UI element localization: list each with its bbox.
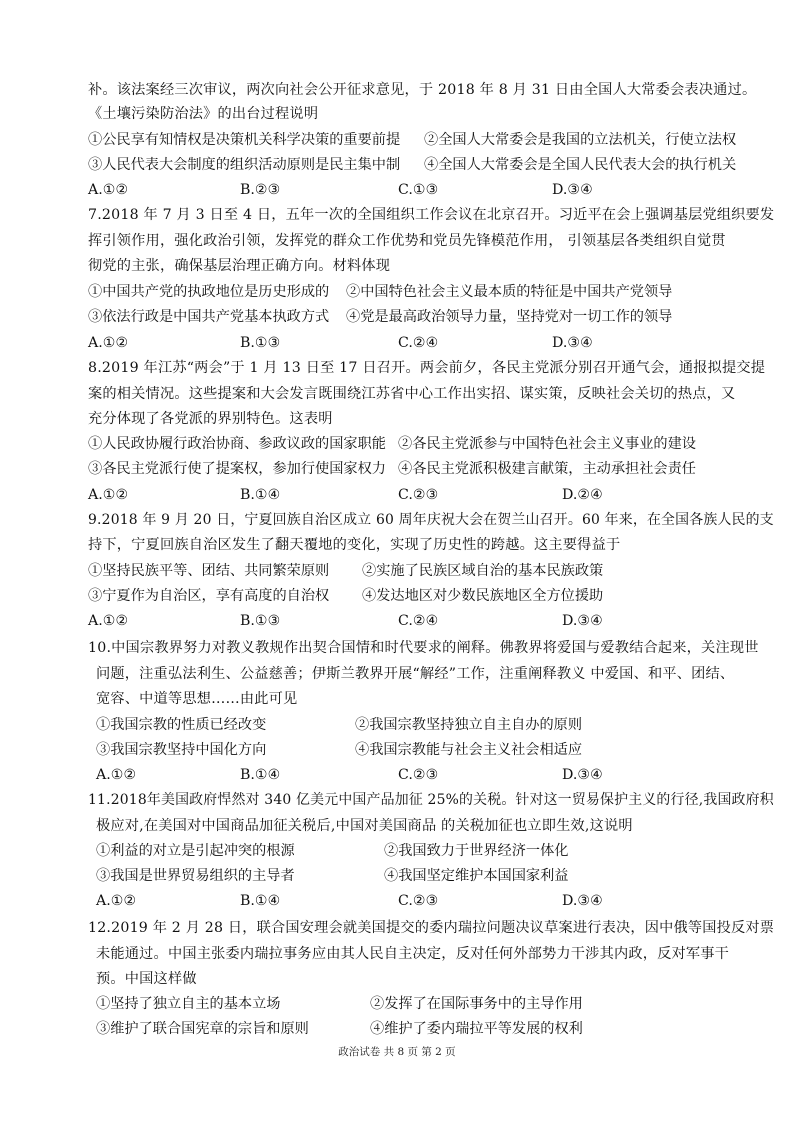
q8-statement: ③各民主党派行使了提案权，参加行使国家权力 <box>88 461 386 477</box>
q8-statement: ①人民政协履行政治协商、参政议政的国家职能 <box>88 436 386 452</box>
q7-statement: ②中国特色社会主义最本质的特征是中国共产党领导 <box>346 284 673 300</box>
q10-option-b: B.①④ <box>240 767 281 783</box>
q9-statement: ④发达地区对少数民族地区全方位援助 <box>362 588 604 604</box>
q9-stem-line: 9.2018 年 9 月 20 日，宁夏回族自治区成立 60 周年庆祝大会在贺兰山召开。60 年来，在全国各族人民的支 <box>88 512 774 528</box>
q6-statement: ④全国人大常委会是全国人民代表大会的执行机关 <box>424 157 737 173</box>
q6-option-a: A.①② <box>88 182 129 198</box>
q8-stem-line: 8.2019 年江苏“两会”于 1 月 13 日至 17 日召开。两会前夕，各民主党派分别召开通气会，通报拟提交提 <box>88 360 766 376</box>
q6-option-b: B.②③ <box>240 182 281 198</box>
q9-statement: ②实施了民族区域自治的基本民族政策 <box>362 563 604 579</box>
q7-option-b: B.①③ <box>240 335 281 351</box>
q9-option-c: C.②④ <box>398 613 439 629</box>
q11-option-c: C.②③ <box>398 893 439 909</box>
q10-option-d: D.③④ <box>562 767 603 783</box>
q10-option-a: A.①② <box>96 767 137 783</box>
q12-statement: ④维护了委内瑞拉平等发展的权利 <box>370 1021 583 1037</box>
q8-option-b: B.①④ <box>240 487 281 503</box>
q10-stem-line: 10.中国宗教界努力对教义教规作出契合国情和时代要求的阐释。佛教界将爱国与爱教结合起来，关注现世 <box>88 640 759 656</box>
q12-statement: ③维护了联合国宪章的宗旨和原则 <box>96 1021 309 1037</box>
q6-option-d: D.③④ <box>552 182 593 198</box>
q9-statement: ①坚持民族平等、团结、共同繁荣原则 <box>88 563 330 579</box>
q11-statement: ①利益的对立是引起冲突的根源 <box>96 843 295 859</box>
q10-statement: ②我国宗教坚持独立自主自办的原则 <box>355 717 583 733</box>
q11-statement: ④我国坚定维护本国国家利益 <box>384 868 569 884</box>
q12-stem-line: 预。中国这样做 <box>96 971 197 987</box>
q8-statement: ②各民主党派参与中国特色社会主义事业的建设 <box>398 436 696 452</box>
q11-stem-line: 11.2018年美国政府悍然对 340 亿美元中国产品加征 25%的关税。针对这一贸易保护主义的行径,我国政府积 <box>88 792 774 808</box>
q8-option-d: D.②④ <box>562 487 603 503</box>
q6-option-c: C.①③ <box>398 182 439 198</box>
q6-statement: ③人民代表大会制度的组织活动原则是民主集中制 <box>88 157 401 173</box>
q6-stem-line: 补。该法案经三次审议，两次向社会公开征求意见，于 2018 年 8 月 31 日由全国人大常委会表决通过。 <box>88 82 757 98</box>
q8-option-c: C.②③ <box>398 487 439 503</box>
q6-statement: ①公民享有知情权是决策机关科学决策的重要前提 <box>88 132 401 148</box>
q10-stem-line: 问题，注重弘法利生、公益慈善；伊斯兰教界开展“解经”工作，注重阐释教义 中爱国、和平、团结、 <box>96 666 735 682</box>
q7-stem-line: 7.2018 年 7 月 3 日至 4 日，五年一次的全国组织工作会议在北京召开。习近平在会上强调基层党组织要发 <box>88 207 775 223</box>
q9-option-d: D.③④ <box>562 613 603 629</box>
q12-stem-line: 12.2019 年 2 月 28 日，联合国安理会就美国提交的委内瑞拉问题决议草案进行表决，因中俄等国投反对票 <box>88 920 775 936</box>
q7-stem-line: 挥引领作用，强化政治引领，发挥党的群众工作优势和党员先锋模范作用， 引领基层各类组织自觉贯 <box>88 233 726 249</box>
q9-option-a: A.①② <box>88 613 129 629</box>
q7-statement: ③依法行政是中国共产党基本执政方式 <box>88 309 330 325</box>
page-footer: 政治试卷 共 8 页 第 2 页 <box>338 1046 456 1058</box>
q9-option-b: B.①③ <box>240 613 281 629</box>
q11-stem-line: 极应对,在美国对中国商品加征关税后,中国对美国商品 的关税加征也立即生效,这说明 <box>96 818 633 834</box>
q10-stem-line: 宽容、中道等思想……由此可见 <box>96 691 298 707</box>
q10-option-c: C.②③ <box>398 767 439 783</box>
q11-option-a: A.①② <box>96 893 137 909</box>
q8-stem-line: 充分体现了各党派的界别特色。这表明 <box>88 411 333 427</box>
q11-option-b: B.①④ <box>240 893 281 909</box>
q7-stem-line: 彻党的主张，确保基层治理正确方向。材料体现 <box>88 258 391 274</box>
q9-stem-line: 持下，宁夏回族自治区发生了翻天覆地的变化，实现了历史性的跨越。这主要得益于 <box>88 537 621 553</box>
q8-option-a: A.①② <box>88 487 129 503</box>
q12-statement: ①坚持了独立自主的基本立场 <box>96 996 281 1012</box>
q12-stem-line: 未能通过。中国主张委内瑞拉事务应由其人民自主决定，反对任何外部势力干涉其内政，反对军事干 <box>96 946 730 962</box>
q7-option-a: A.①② <box>88 335 129 351</box>
q7-option-c: C.②④ <box>398 335 439 351</box>
q11-statement: ③我国是世界贸易组织的主导者 <box>96 868 295 884</box>
q10-statement: ④我国宗教能与社会主义社会相适应 <box>355 742 583 758</box>
q8-stem-line: 案的相关情况。这些提案和大会发言既围绕江苏省中心工作出实招、谋实策，反映社会关切的热点，又 <box>88 386 736 402</box>
q8-statement: ④各民主党派积极建言献策，主动承担社会责任 <box>398 461 696 477</box>
q6-statement: ②全国人大常委会是我国的立法机关，行使立法权 <box>424 132 737 148</box>
q7-statement: ④党是最高政治领导力量，坚持党对一切工作的领导 <box>346 309 673 325</box>
q6-stem-line: 《土壤污染防治法》的出台过程说明 <box>88 106 319 122</box>
q11-option-d: D.③④ <box>562 893 603 909</box>
q9-statement: ③宁夏作为自治区，享有高度的自治权 <box>88 588 330 604</box>
q7-option-d: D.③④ <box>552 335 593 351</box>
q10-statement: ①我国宗教的性质已经改变 <box>96 717 267 733</box>
q12-statement: ②发挥了在国际事务中的主导作用 <box>370 996 583 1012</box>
q10-statement: ③我国宗教坚持中国化方向 <box>96 742 267 758</box>
q11-statement: ②我国致力于世界经济一体化 <box>384 843 569 859</box>
q7-statement: ①中国共产党的执政地位是历史形成的 <box>88 284 330 300</box>
